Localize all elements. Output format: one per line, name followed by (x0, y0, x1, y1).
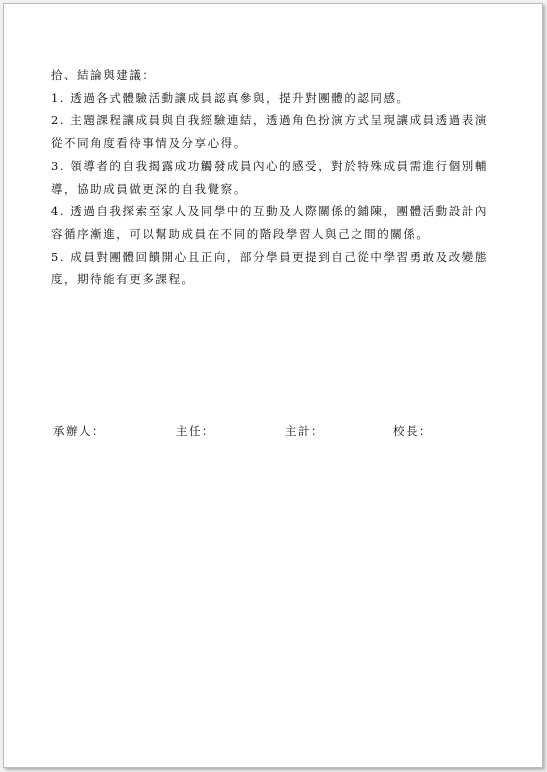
signature-accountant: 主計： (285, 424, 324, 438)
signature-director: 主任： (176, 424, 215, 438)
conclusion-item-2: 2. 主題課程讓成員與自我經驗連結，透過角色扮演方式呈現讓成員透過表演從不同角度看待事情及分享心得。 (51, 113, 488, 151)
signature-row (4, 423, 542, 445)
conclusion-item-5: 5. 成員對團體回饋開心且正向，部分學員更提到自己從中學習勇敢及改變態度，期待能有更多課程。 (51, 249, 488, 287)
signature-organizer: 承辦人： (53, 424, 105, 438)
conclusion-section (51, 64, 499, 291)
section-title: 拾、結論與建議： (51, 68, 156, 82)
conclusion-item-3: 3. 領導者的自我揭露成功觸發成員內心的感受，對於特殊成員需進行個別輔導，協助成員做更深的自我覺察。 (51, 158, 488, 196)
conclusion-item-1: 1. 透過各式體驗活動讓成員認真參與，提升對團體的認同感。 (51, 90, 410, 105)
document-page (3, 3, 543, 768)
conclusion-item-4: 4. 透過自我探索至家人及同學中的互動及人際關係的鋪陳，團體活動設計內容循序漸進，可以幫助成員在不同的階段學習人與己之間的關係。 (51, 204, 488, 241)
signature-principal: 校長： (393, 424, 432, 438)
